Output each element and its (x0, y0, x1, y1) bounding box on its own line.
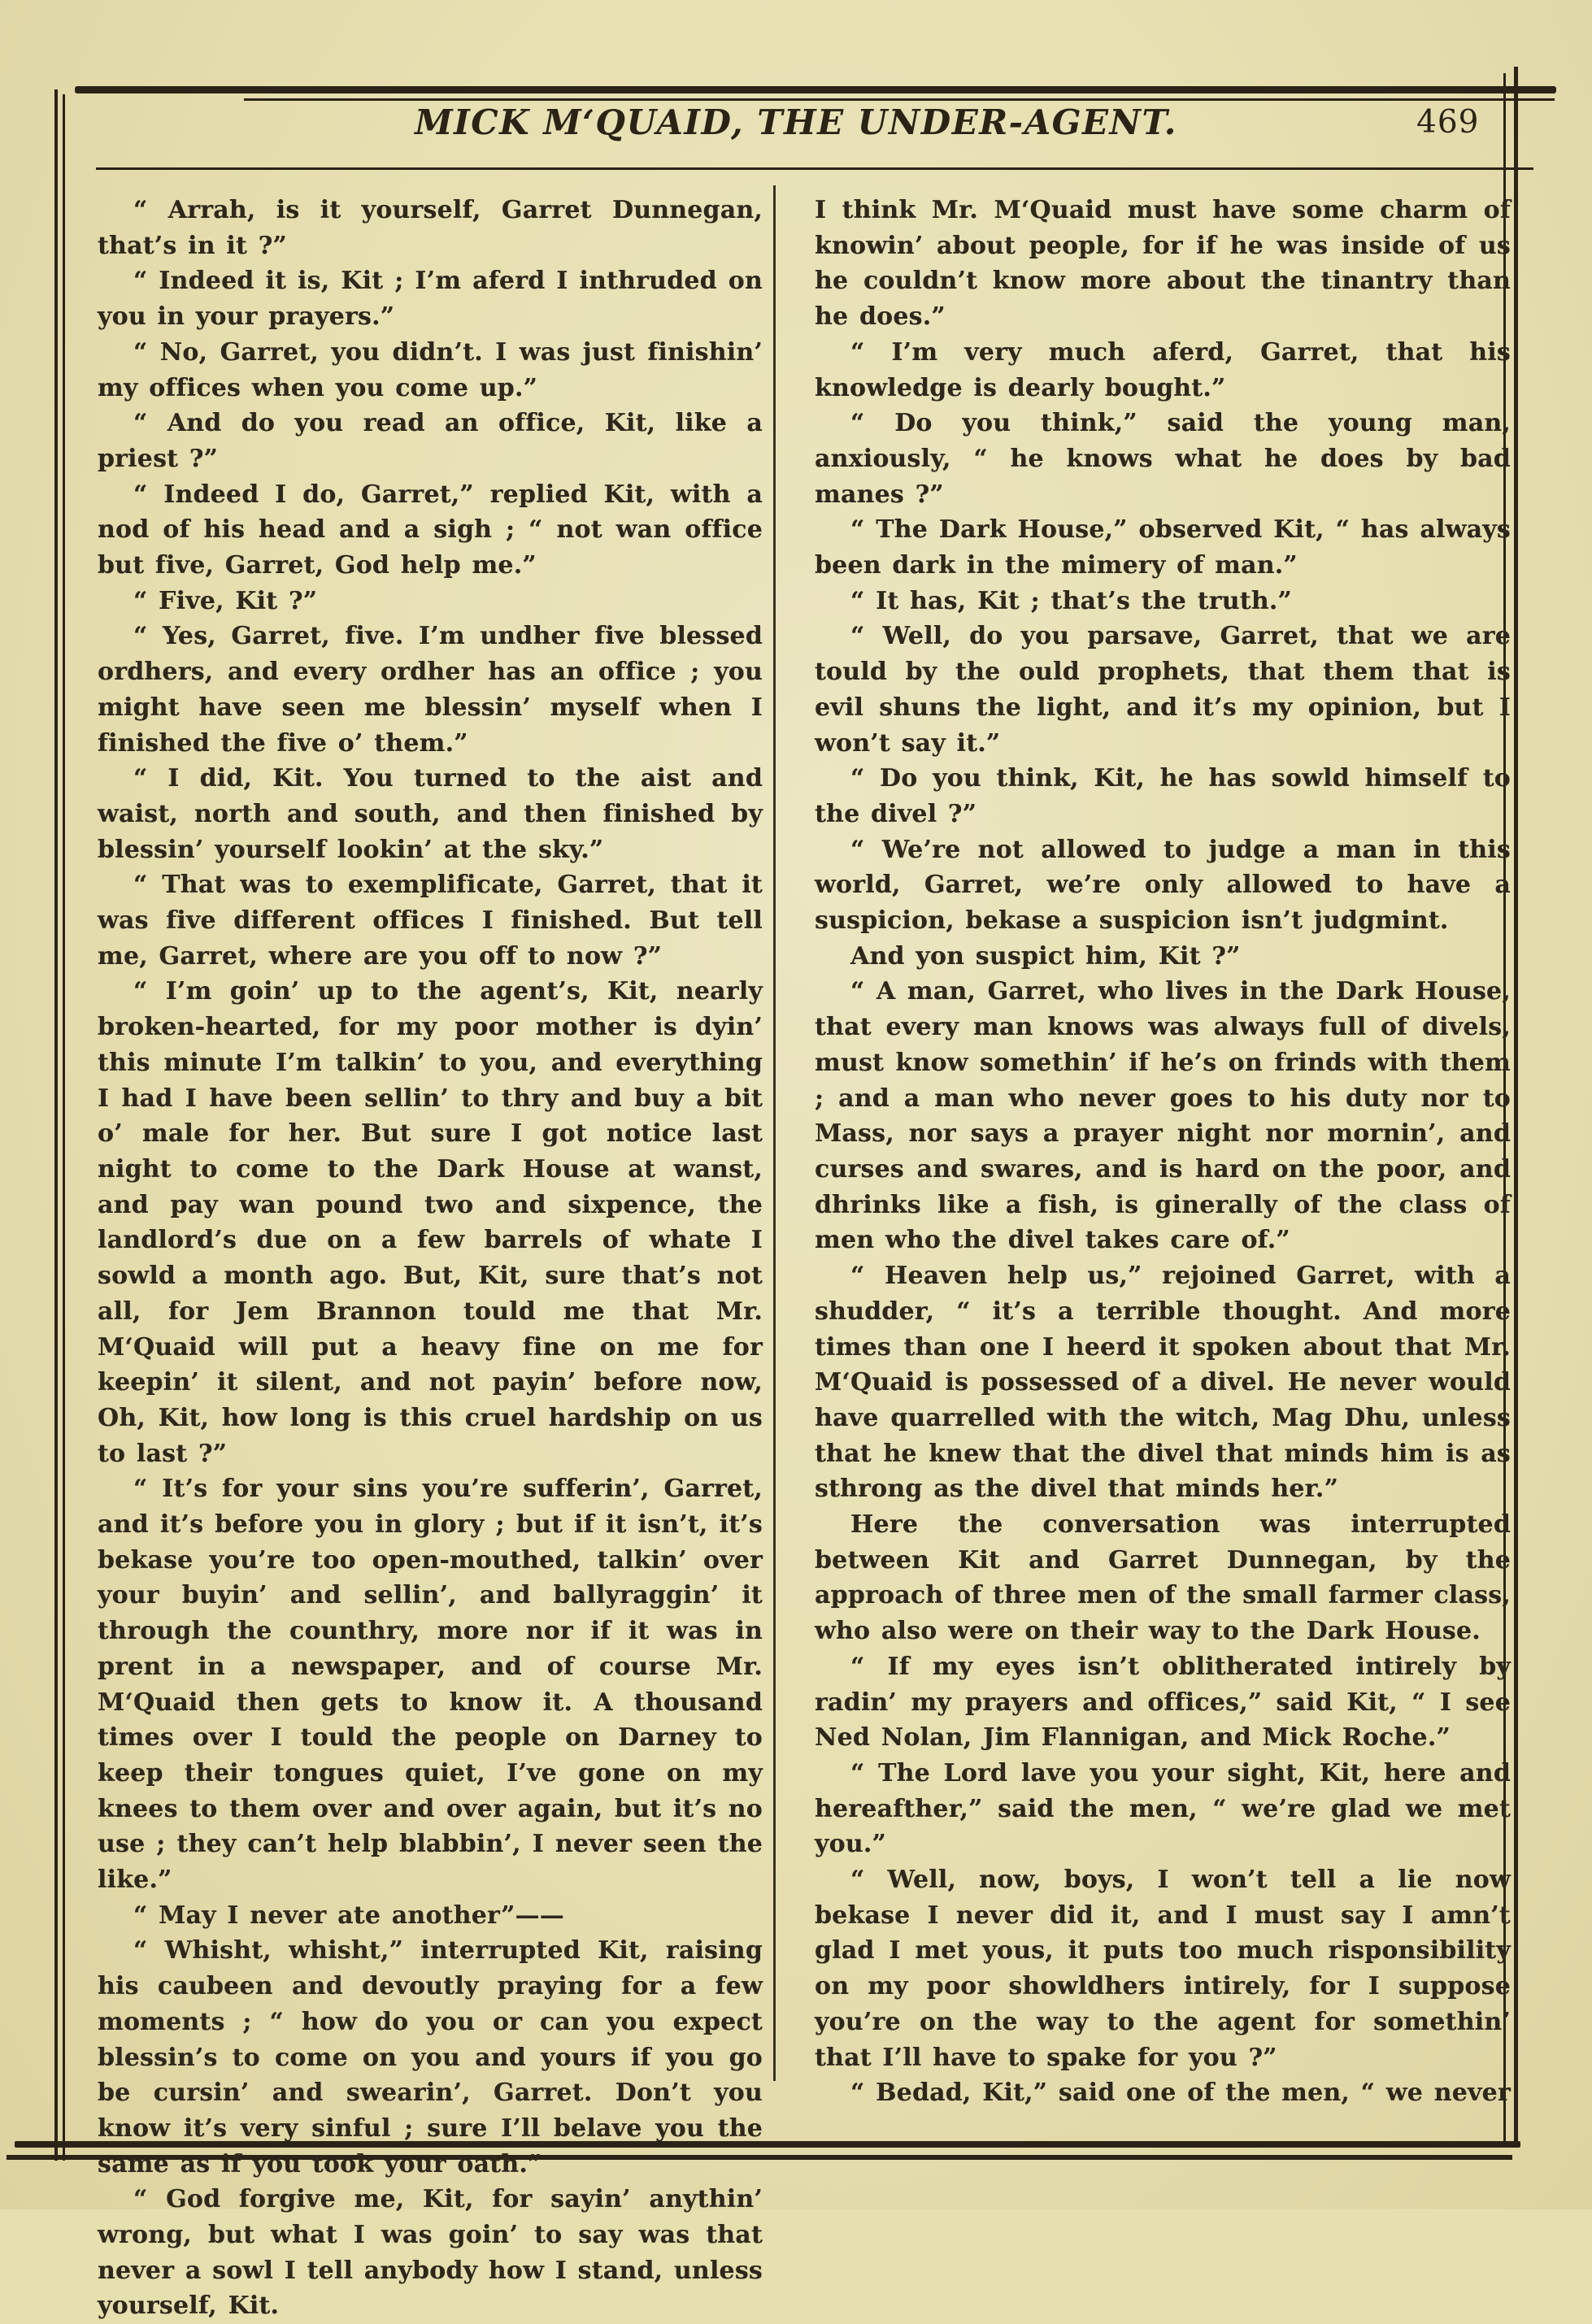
right-column (815, 193, 1511, 2111)
paragraph: “ I’m very much aferd, Garret, that his knowledge is dearly bought.” (815, 337, 1511, 402)
paragraph: “ A man, Garret, who lives in the Dark House, that every man knows was always full of divels, must know somethin’ if he’s on frinds with them ; and a man who never goes to his duty nor to Mass, nor says a prayer night nor mornin’, and curses and swares, and is hard on the poor, and dhrinks like a fish, is ginerally of the class of men who the divel takes care of.” (815, 977, 1511, 1255)
paragraph: “ That was to exemplificate, Garret, that it was five different offices I finished. But tell me, Garret, where are you off to now ?” (98, 871, 763, 971)
left-border-outer (54, 89, 58, 2161)
paragraph: I think Mr. M‘Quaid must have some charm of knowin’ about people, for if he was inside of us he couldn’t know more about the tinantry than he does.” (815, 196, 1511, 332)
paragraph: “ Arrah, is it yourself, Garret Dunnegan, that’s in it ?” (98, 196, 763, 260)
paragraph: “ May I never ate another”—— (133, 1900, 564, 1930)
paragraph: “ Indeed it is, Kit ; I’m aferd I inthruded on you in your prayers.” (98, 267, 763, 332)
paragraph: “ The Lord lave you your sight, Kit, here and hereafther,” said the men, “ we’re glad we met you.” (815, 1758, 1511, 1859)
column-divider-rule (773, 185, 776, 2081)
header-separator-rule (96, 167, 1533, 170)
top-rule-thin (244, 98, 1555, 101)
paragraph: “ I’m goin’ up to the agent’s, Kit, nearly broken-hearted, for my poor mother is dyin’ this minute I’m talkin’ to you, and everything I had I have been sellin’ to thry and buy a bit o’ male for her. But sure I got notice last night to come to the Dark House at wanst, and pay wan pound two and sixpence, the landlord’s due on a few barrels of whate I sowld a month ago. But, Kit, sure that’s not all, for Jem Brannon tould me that Mr. M‘Quaid will put a heavy fine on me for keepin’ it silent, and not payin’ before now, Oh, Kit, how long is this cruel hardship on us to last ?” (98, 977, 763, 1468)
paragraph: “ It has, Kit ; that’s the truth.” (850, 586, 1292, 615)
paragraph: “ The Dark House,” observed Kit, “ has always been dark in the mimery of man.” (815, 515, 1511, 580)
paragraph: “ Do you think,” said the young man, anxiously, “ he knows what he does by bad manes ?” (815, 409, 1511, 509)
paragraph: “ Indeed I do, Garret,” replied Kit, with a nod of his head and a sigh ; “ not wan office but five, Garret, God help me.” (98, 480, 763, 580)
paragraph: Here the conversation was interrupted between Kit and Garret Dunnegan, by the approach of three men of the small farmer class, who also were on their way to the Dark House. (815, 1510, 1511, 1646)
left-border-inner (63, 94, 65, 2161)
paragraph: “ Whisht, whisht,” interrupted Kit, raising his caubeen and devoutly praying for a few moments ; “ how do you or can you expect blessin’s to come on you and yours if you go be cursin’ and swearin’, Garret. Don’t you know it’s very sinful ; sure I’ll belave you the same as if you took your oath.” (98, 1936, 763, 2178)
paragraph: “ Yes, Garret, five. I’m undher five blessed ordhers, and every ordher has an office ; you might have seen me blessin’ myself when I finished the five o’ them.” (98, 622, 763, 758)
paragraph: “ Well, now, boys, I won’t tell a lie now bekase I never did it, and I must say I amn’t glad I met yous, it puts too much risponsibility on my poor showldhers intirely, for I suppose you’re on the way to the agent for somethin’ that I’ll have to spake for you ?” (815, 1866, 1511, 2072)
page-title: MICK M‘QUAID, THE UNDER-AGENT. (415, 102, 1177, 142)
top-rule-thick (75, 86, 1556, 93)
paragraph: “ God forgive me, Kit, for sayin’ anythin’ wrong, but what I was goin’ to say was that never a sowl I tell anybody how I stand, unless yourself, Kit. (98, 2185, 763, 2321)
paragraph: “ Bedad, Kit,” said one of the men, “ we never (850, 2079, 1511, 2108)
page-number: 469 (1416, 104, 1480, 141)
paragraph: “ We’re not allowed to judge a man in this world, Garret, we’re only allowed to have a suspicion, bekase a suspicion isn’t judgmint. (815, 835, 1511, 936)
paragraph: “ Well, do you parsave, Garret, that we are tould by the ould prophets, that them that is evil shuns the light, and it’s my opinion, but I won’t say it.” (815, 622, 1511, 758)
paragraph: “ Do you think, Kit, he has sowld himself to the divel ?” (815, 764, 1511, 828)
paragraph: “ Five, Kit ?” (133, 586, 318, 615)
right-border-outer (1514, 67, 1518, 2148)
paragraph: “ Heaven help us,” rejoined Garret, with a shudder, “ it’s a terrible thought. And more times than one I heerd it spoken about that Mr. M‘Quaid is possessed of a divel. He never would have quarrelled with the witch, Mag Dhu, unless that he knew that the divel that minds him is as sthrong as the divel that minds her.” (815, 1262, 1511, 1504)
paragraph: “ I did, Kit. You turned to the aist and waist, north and south, and then finished by blessin’ yourself lookin’ at the sky.” (98, 764, 763, 864)
paragraph: And yon suspict him, Kit ?” (850, 941, 1241, 971)
paragraph: “ No, Garret, you didn’t. I was just finishin’ my offices when you come up.” (98, 337, 763, 402)
paragraph: “ And do you read an office, Kit, like a priest ?” (98, 409, 763, 473)
left-column (98, 193, 763, 2324)
paragraph: “ It’s for your sins you’re sufferin’, Garret, and it’s before you in glory ; but if it isn’t, it’s bekase you’re too open-mouthed, talkin’ over your buyin’ and sellin’, and ballyraggin’ it through the counthry, more nor if it was in prent in a newspaper, and of course Mr. M‘Quaid then gets to know it. A thousand times over I tould the people on Darney to keep their tongues quiet, I’ve gone on my knees to them over and over again, but it’s no use ; they can’t help blabbin’, I never seen the like.” (98, 1475, 763, 1895)
paragraph: “ If my eyes isn’t oblitherated intirely by radin’ my prayers and offices,” said Kit, “ I see Ned Nolan, Jim Flannigan, and Mick Roche.” (815, 1652, 1511, 1753)
